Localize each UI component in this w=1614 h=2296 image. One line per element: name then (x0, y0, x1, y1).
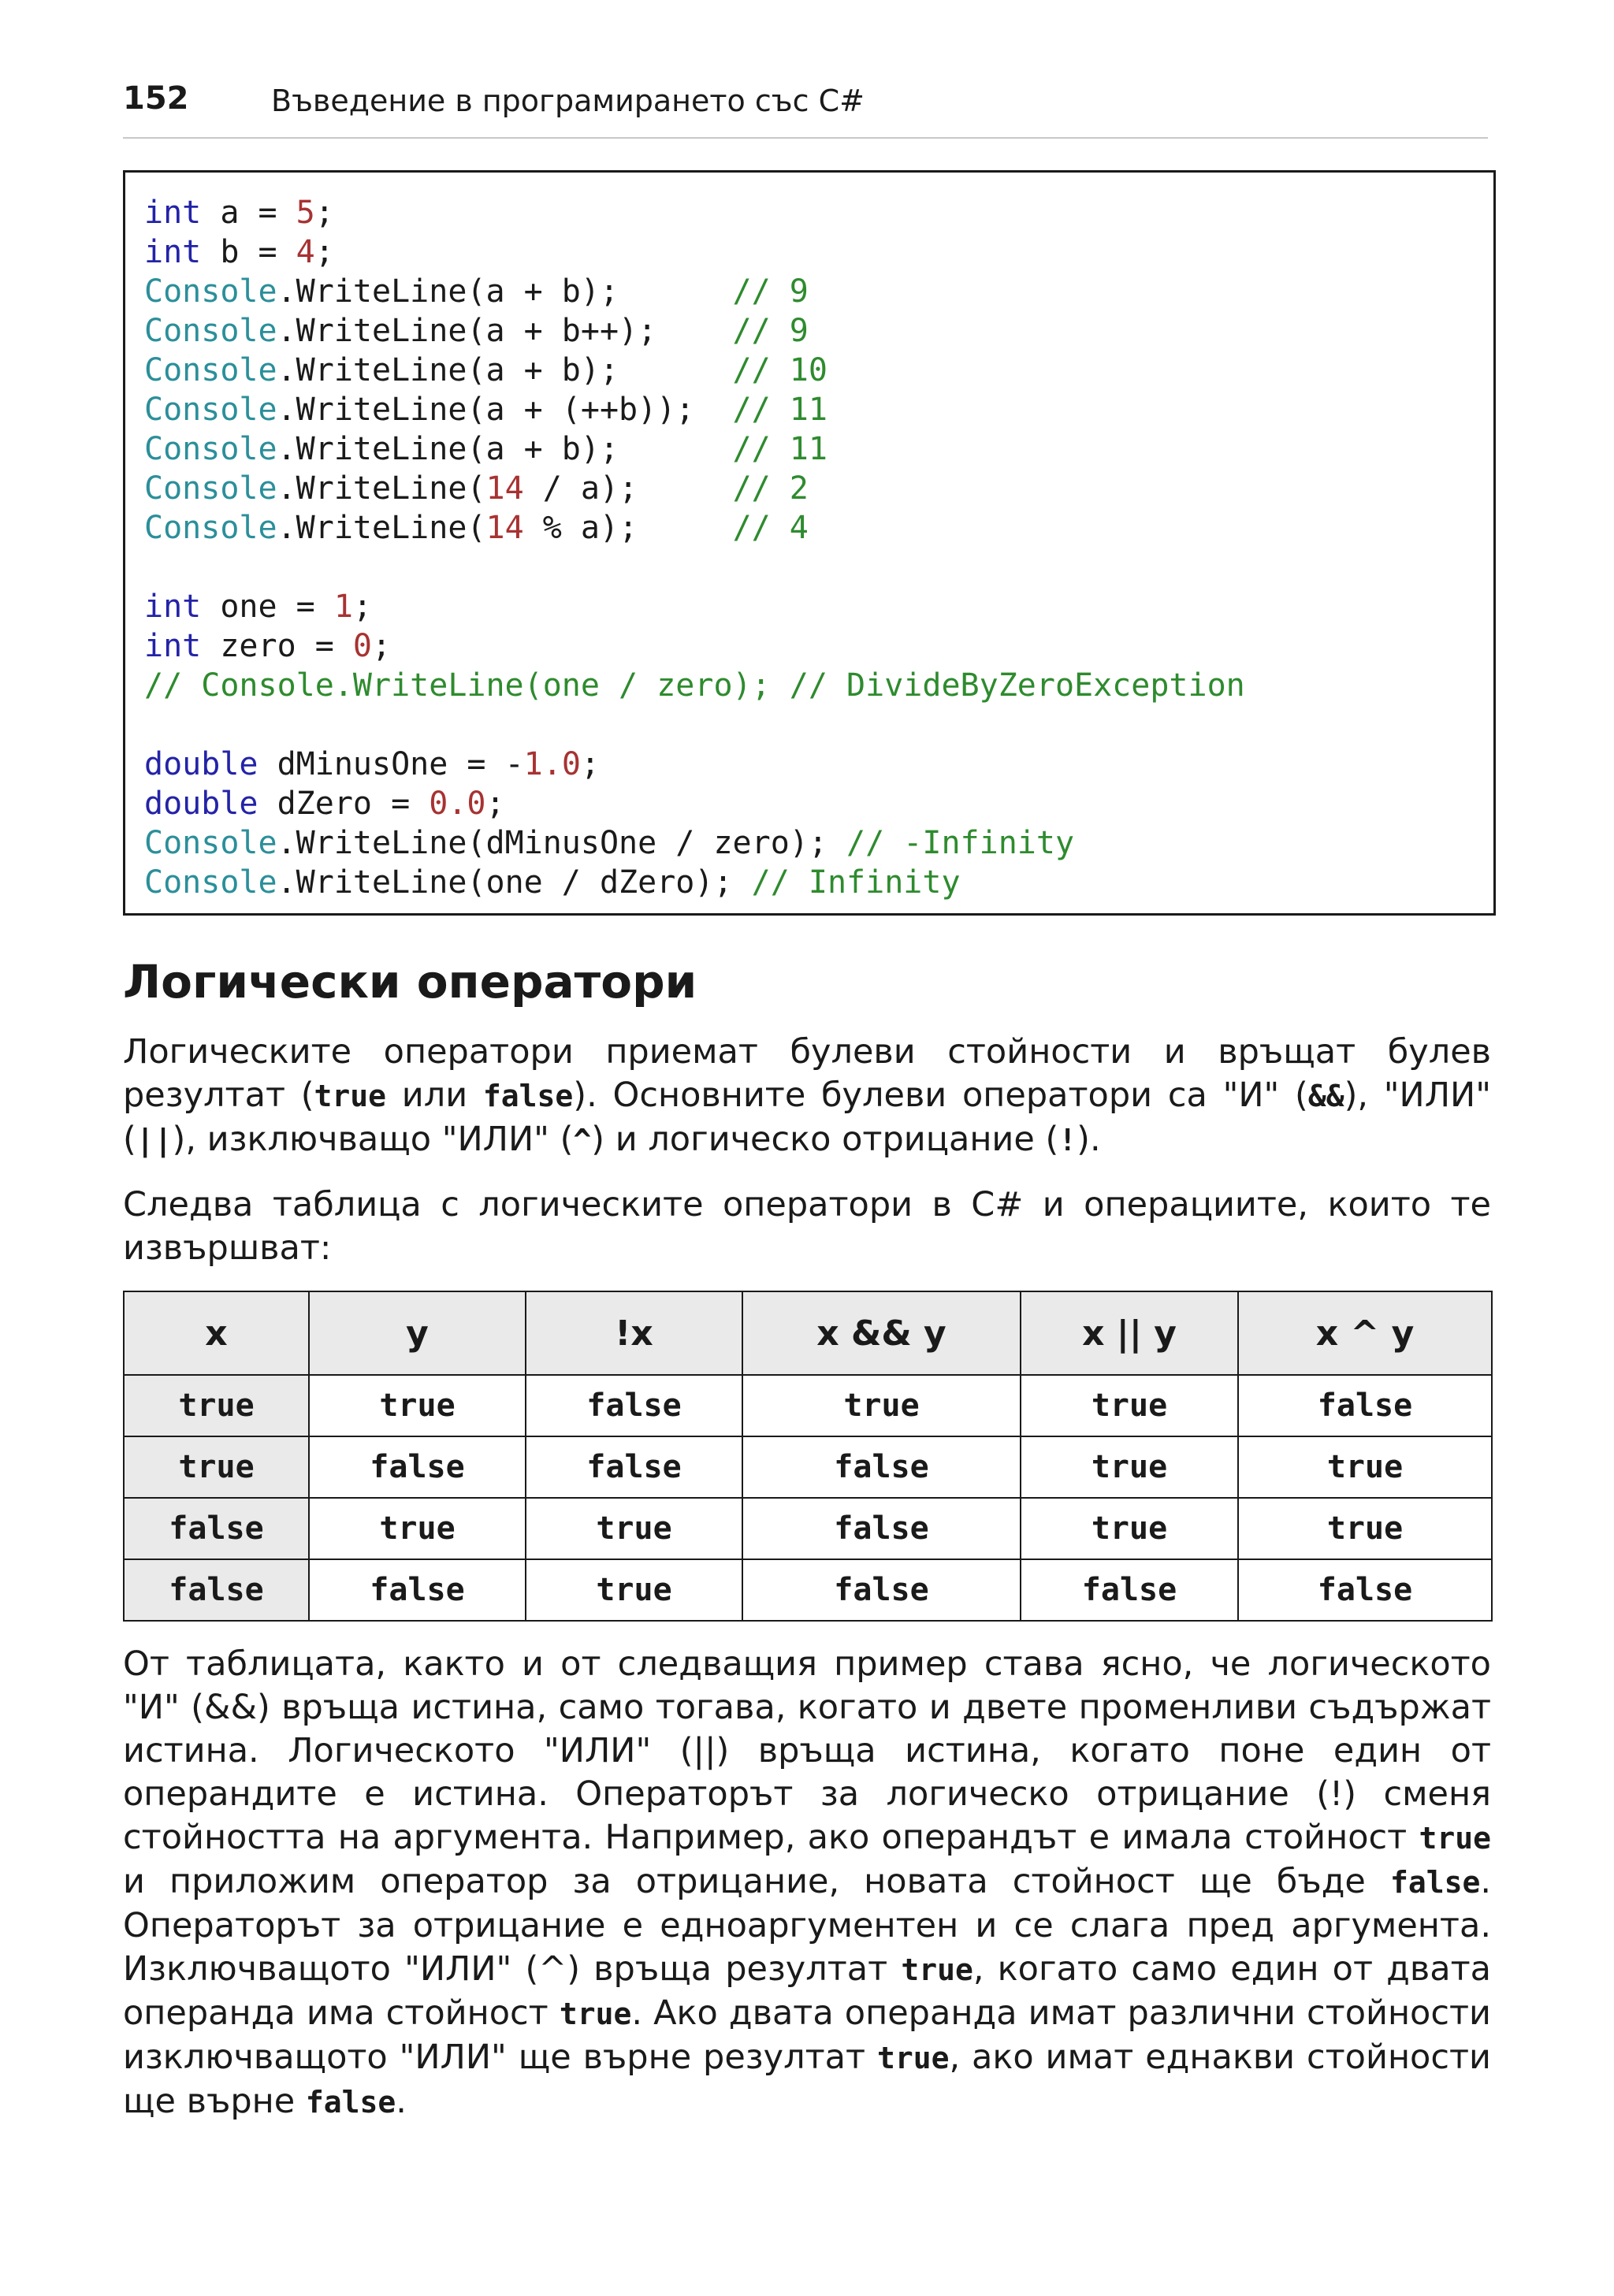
code-token: .WriteLine(dMinusOne / zero); (277, 825, 847, 861)
table-cell: true (1238, 1436, 1492, 1498)
code-line (144, 587, 1493, 626)
code-token: .WriteLine(one / dZero); (277, 864, 752, 901)
table-cell: false (526, 1436, 742, 1498)
section-heading: Логически оператори (123, 955, 697, 1009)
table-header-cell: !x (526, 1291, 742, 1375)
code-token: ; (314, 234, 334, 270)
table-header-cell: x || y (1021, 1291, 1238, 1375)
code-token: b = (201, 234, 296, 270)
inline-code: && (1307, 1079, 1344, 1113)
table-header-cell: x && y (742, 1291, 1021, 1375)
code-token: / a); (523, 470, 733, 507)
table-cell: false (742, 1559, 1021, 1621)
code-token: 0 (352, 628, 372, 664)
text-run: ) и логическо отрицание ( (591, 1120, 1059, 1159)
code-token: .WriteLine(a + b); (277, 352, 733, 388)
table-cell: false (742, 1436, 1021, 1498)
code-token: ; (485, 786, 505, 822)
code-line (144, 863, 1493, 902)
table-cell: false (742, 1498, 1021, 1559)
code-token: .WriteLine(a + b); (277, 273, 733, 310)
code-line (144, 784, 1493, 823)
table-header-cell: y (309, 1291, 526, 1375)
text-run: ), "ИЛИ" ( (123, 1076, 1492, 1159)
text-run: и приложим оператор за отрицание, новата стойност ще бъде (123, 1862, 1390, 1901)
code-token: // 11 (732, 431, 827, 467)
inline-code: ! (1058, 1123, 1077, 1157)
code-token: // 2 (732, 470, 809, 507)
intro-paragraph (123, 1031, 1491, 1162)
text-run: ), изключващо "ИЛИ" ( (172, 1120, 574, 1159)
text-run: От таблицата, както и от следващия пример става ясно, че логическото "И" (&&) връща истина, само тогава, когато и двете променливи съдържат истина. Логическото "ИЛИ" (||) връща истина, когато поне един от операндите е истина. Операторът за логическо отрицание (!) сменя стойността на аргумента. Например, ако операндът е имала стойност (123, 1644, 1491, 1857)
table-cell: true (1021, 1498, 1238, 1559)
logic-operators-table (123, 1291, 1493, 1622)
code-line (144, 390, 1493, 429)
table-cell: true (1238, 1498, 1492, 1559)
code-token: // 9 (732, 313, 809, 349)
table-cell: false (124, 1498, 309, 1559)
text-run: . Операторът за отрицание е едноаргументен и се слага пред аргумента. Изключващото "ИЛИ" (^) връща резултат (123, 1862, 1491, 1989)
code-line (144, 666, 1493, 705)
code-token: .WriteLine(a + b++); (277, 313, 733, 349)
code-token: % a); (523, 510, 733, 546)
code-token: ; (314, 195, 334, 231)
inline-code: false (305, 2085, 396, 2120)
inline-code: false (482, 1079, 574, 1113)
code-token: dZero = (258, 786, 430, 822)
table-row (124, 1559, 1492, 1621)
code-line (144, 508, 1493, 548)
code-line (144, 272, 1493, 311)
code-token: a = (201, 195, 296, 231)
table-cell: false (309, 1436, 526, 1498)
code-token: // Console.WriteLine(one / zero); // DivideByZeroException (144, 667, 1245, 704)
table-intro-paragraph: Следва таблица с логическите оператори в C# и операциите, които те извършват: (123, 1185, 1491, 1268)
text-run: , ако имат еднакви стойности ще върне (123, 2038, 1491, 2121)
code-token: 5 (296, 195, 315, 231)
code-token: .WriteLine(a + b); (277, 431, 733, 467)
text-run: . Ако двата операнда имат различни стойности изключващото "ИЛИ" ще върне резултат (123, 1993, 1492, 2077)
table-cell: true (742, 1375, 1021, 1436)
text-run: или (386, 1076, 483, 1115)
inline-code: true (901, 1952, 973, 1987)
code-token: Console (144, 510, 277, 546)
code-token: // 4 (732, 510, 809, 546)
table-cell: false (1238, 1375, 1492, 1436)
code-line (144, 823, 1493, 863)
code-token: Console (144, 470, 277, 507)
table-cell: false (526, 1375, 742, 1436)
code-line (144, 351, 1493, 390)
table-header-cell: x (124, 1291, 309, 1375)
code-token: Console (144, 431, 277, 467)
code-token: Console (144, 392, 277, 428)
code-token: zero = (201, 628, 353, 664)
code-line (144, 429, 1493, 469)
table-cell: false (1021, 1559, 1238, 1621)
table-cell: true (1021, 1375, 1238, 1436)
code-token: int (144, 195, 202, 231)
page-number: 152 (123, 80, 189, 117)
code-token: // 11 (732, 392, 827, 428)
page-header (123, 80, 1488, 139)
code-token: double (144, 786, 258, 822)
code-token: Console (144, 313, 277, 349)
code-token: one = (201, 589, 334, 625)
code-token: Console (144, 864, 277, 901)
inline-code: true (876, 2041, 950, 2075)
code-token: double (144, 746, 258, 782)
code-token: 4 (296, 234, 315, 270)
table-cell: true (124, 1436, 309, 1498)
text-run: . (396, 2082, 407, 2121)
code-token: 0.0 (429, 786, 486, 822)
code-line (144, 626, 1493, 666)
book-title: Въведение в програмирането със C# (271, 84, 865, 118)
table-cell: false (124, 1559, 309, 1621)
inline-code: || (136, 1123, 173, 1157)
table-cell: true (1021, 1436, 1238, 1498)
code-line (144, 705, 1493, 745)
code-line (144, 232, 1493, 272)
table-cell: true (309, 1498, 526, 1559)
code-token: int (144, 628, 202, 664)
inline-code: true (314, 1079, 387, 1113)
table-cell: true (309, 1375, 526, 1436)
code-token: Console (144, 825, 277, 861)
code-token: 1.0 (523, 746, 581, 782)
table-header-cell: x ^ y (1238, 1291, 1492, 1375)
explanation-paragraph (123, 1643, 1491, 2124)
table-cell: true (526, 1559, 742, 1621)
code-line (144, 469, 1493, 508)
inline-code: false (1389, 1865, 1481, 1900)
inline-code: true (1419, 1821, 1491, 1856)
code-line (144, 193, 1493, 232)
inline-code: ^ (573, 1123, 592, 1157)
code-token: Console (144, 273, 277, 310)
code-token: 1 (333, 589, 353, 625)
code-line (144, 548, 1493, 587)
code-token: 14 (485, 510, 524, 546)
code-token: // -Infinity (846, 825, 1075, 861)
code-token: // 9 (732, 273, 809, 310)
code-token: .WriteLine( (277, 510, 486, 546)
text-run: , когато само един от двата операнда има стойност (123, 1949, 1491, 2033)
table-header-row (124, 1291, 1492, 1375)
code-token: int (144, 234, 202, 270)
inline-code: true (559, 1997, 632, 2031)
code-token: // 10 (732, 352, 827, 388)
table-row (124, 1375, 1492, 1436)
table-row (124, 1498, 1492, 1559)
table-cell: false (309, 1559, 526, 1621)
code-line (144, 745, 1493, 784)
code-token: .WriteLine( (277, 470, 486, 507)
table-cell: true (124, 1375, 309, 1436)
code-token: .WriteLine(a + (++b)); (277, 392, 733, 428)
code-token: ; (372, 628, 392, 664)
code-token: 14 (485, 470, 524, 507)
code-token: dMinusOne = - (258, 746, 524, 782)
table-cell: false (1238, 1559, 1492, 1621)
code-token: // Infinity (751, 864, 961, 901)
text-run: ). (1077, 1120, 1101, 1159)
code-token: ; (580, 746, 600, 782)
code-line (144, 311, 1493, 351)
code-listing (123, 170, 1496, 916)
table-row (124, 1436, 1492, 1498)
code-token: ; (352, 589, 373, 625)
text-run: Логическите оператори приемат булеви стойности и връщат булев резултат ( (123, 1032, 1491, 1115)
code-token: Console (144, 352, 277, 388)
code-token: int (144, 589, 202, 625)
text-run: ). Основните булеви оператори са "И" ( (573, 1076, 1308, 1115)
table-cell: true (526, 1498, 742, 1559)
